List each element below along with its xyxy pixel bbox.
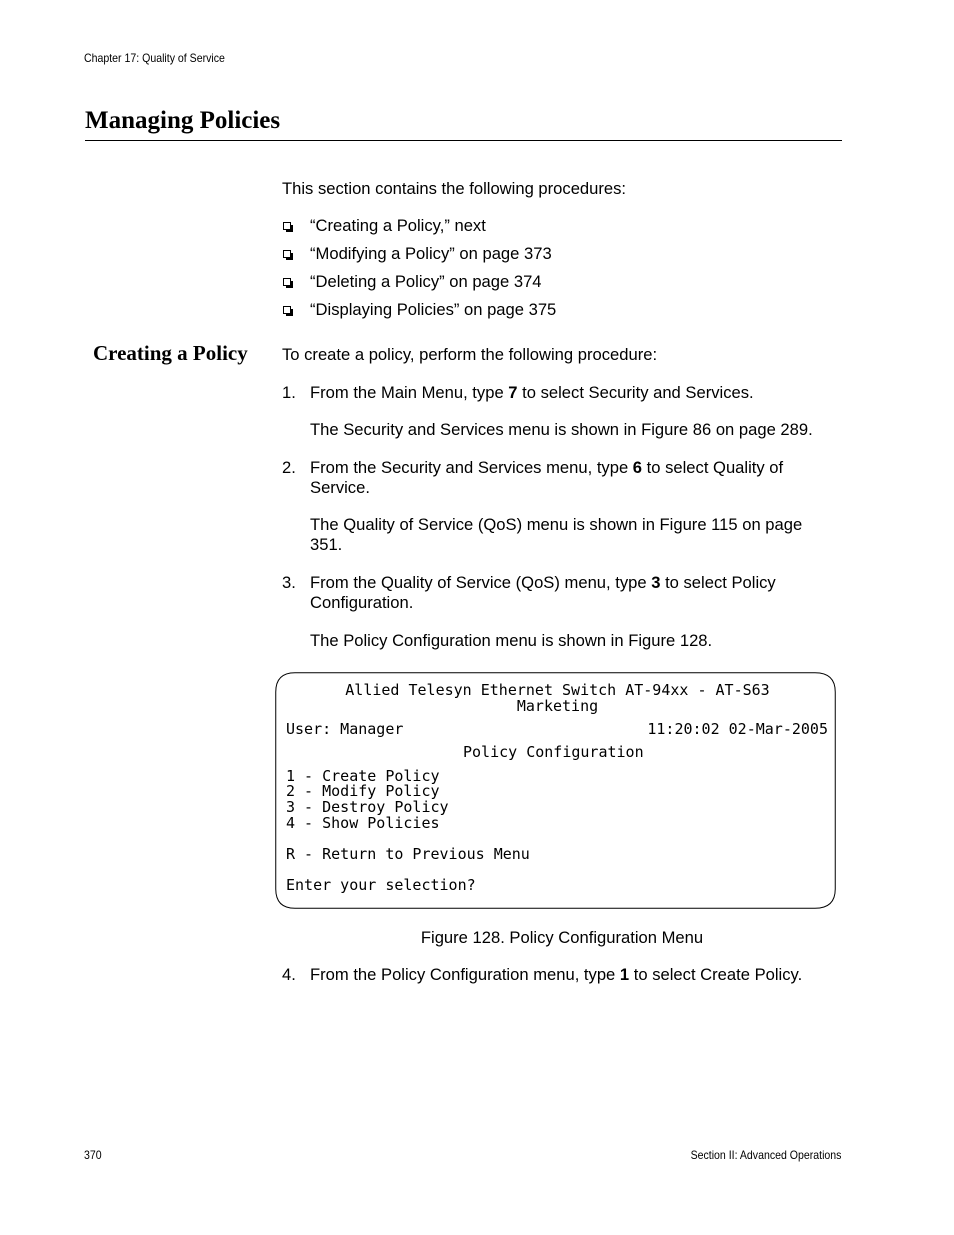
running-header: Chapter 17: Quality of Service [84, 51, 225, 65]
screen-menu-title: Policy Configuration [463, 743, 644, 761]
step-text-post: to select Create Policy. [629, 965, 803, 984]
step-note-continued: 351. [310, 535, 343, 554]
page-number: 370 [84, 1148, 102, 1162]
step-text-post: to select Quality of [642, 458, 784, 477]
subsection-intro: To create a policy, perform the following procedure: [282, 345, 658, 364]
screen-banner-line1: Allied Telesyn Ethernet Switch AT-94xx - AT-S63 [345, 681, 770, 699]
step-key: 7 [508, 383, 518, 402]
step-item [282, 383, 296, 403]
screen-prompt: Enter your selection? [286, 876, 476, 894]
checkbox-bullet-icon [283, 222, 291, 230]
step-text [310, 383, 754, 403]
step-text-post: to select Policy [660, 573, 776, 592]
screen-datetime: 11:20:02 02-Mar-2005 [647, 720, 828, 738]
step-text-continued: Service. [310, 478, 370, 497]
step-note: The Quality of Service (QoS) menu is shown in Figure 115 on page [310, 515, 803, 534]
section-intro: This section contains the following procedures: [282, 179, 627, 198]
checkbox-bullet-icon [283, 278, 291, 286]
figure-caption: Figure 128. Policy Configuration Menu [420, 928, 704, 947]
procedure-link[interactable]: “Deleting a Policy” on page 374 [310, 272, 542, 291]
step-text-post: to select Security and Services. [517, 383, 754, 402]
step-text-pre: From the Main Menu, type [310, 383, 509, 402]
footer-section-label: Section II: Advanced Operations [690, 1148, 841, 1162]
subsection-heading: Creating a Policy [93, 341, 248, 365]
step-number: 2. [282, 458, 296, 477]
step-key: 3 [651, 573, 661, 592]
procedure-link[interactable]: “Modifying a Policy” on page 373 [310, 244, 552, 263]
step-note: The Security and Services menu is shown in Figure 86 on page 289. [310, 420, 813, 439]
step-key: 1 [619, 965, 630, 984]
title-divider [85, 140, 842, 141]
step-number: 3. [282, 573, 296, 592]
step-note: The Policy Configuration menu is shown in Figure 128. [310, 631, 713, 650]
step-text-pre: From the Policy Configuration menu, type [310, 965, 620, 984]
step-number: 1. [282, 383, 296, 402]
step-text-continued: Configuration. [310, 593, 414, 612]
procedure-link[interactable]: “Creating a Policy,” next [310, 216, 486, 235]
step-text-pre: From the Security and Services menu, type [310, 458, 633, 477]
checkbox-bullet-icon [283, 250, 291, 258]
step-text-pre: From the Quality of Service (QoS) menu, type [310, 573, 652, 592]
step-text [310, 573, 776, 593]
menu-option: 1 - Create Policy [286, 767, 440, 785]
terminal-screen-figure [275, 672, 836, 909]
screen-banner-line2: Marketing [516, 697, 599, 715]
page-title: Managing Policies [85, 107, 281, 134]
menu-return-option: R - Return to Previous Menu [286, 845, 530, 863]
checkbox-bullet-icon [283, 306, 291, 314]
menu-option: 2 - Modify Policy [286, 782, 440, 800]
screen-user: User: Manager [286, 720, 404, 738]
step-number: 4. [282, 965, 296, 984]
menu-option: 4 - Show Policies [286, 814, 440, 832]
step-key: 6 [632, 458, 643, 477]
procedure-link[interactable]: “Displaying Policies” on page 375 [310, 300, 557, 319]
menu-option: 3 - Destroy Policy [286, 798, 449, 816]
step-text [310, 458, 783, 478]
step-text [310, 965, 802, 985]
